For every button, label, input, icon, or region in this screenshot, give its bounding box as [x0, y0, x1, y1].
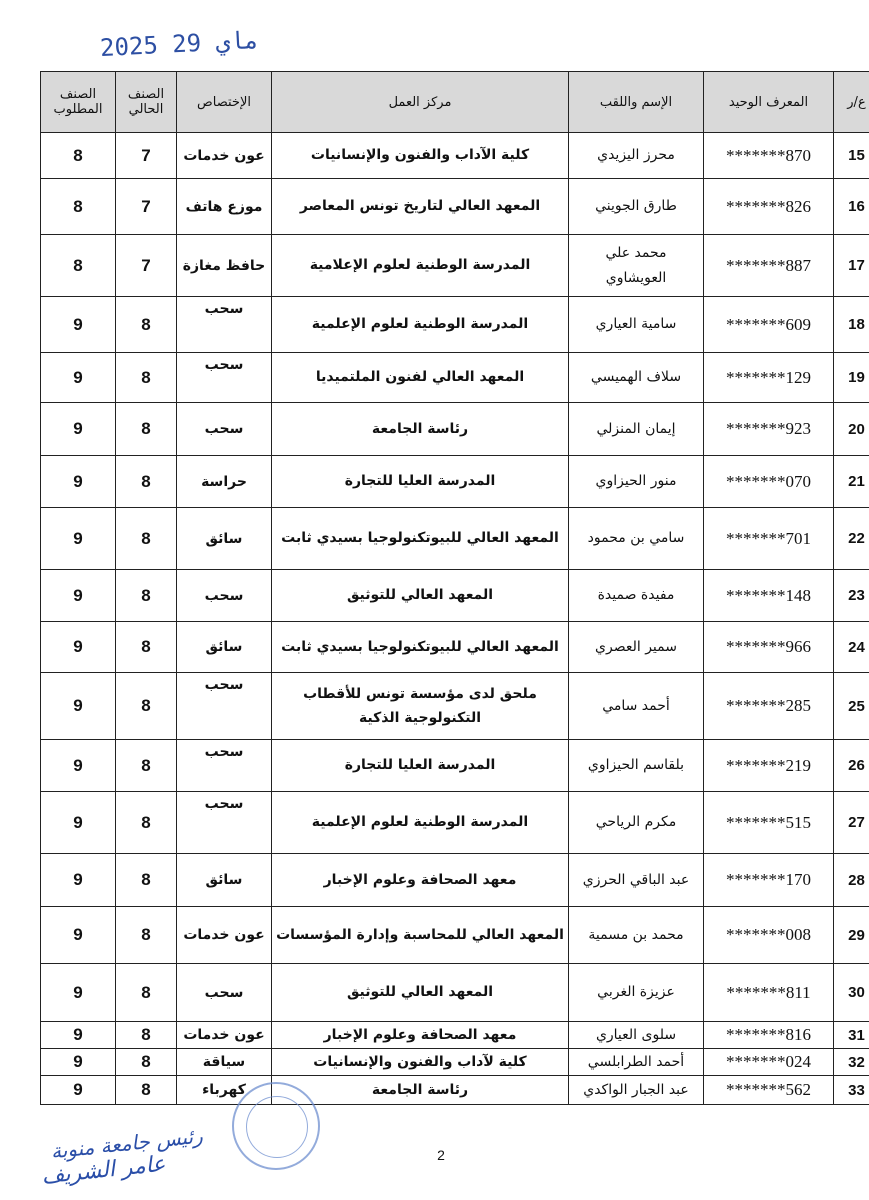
row-workplace: المعهد العالي لتاريخ تونس المعاصر: [272, 179, 569, 235]
row-requested-grade: 9: [41, 297, 116, 353]
row-name: طارق الجويني: [569, 179, 704, 235]
row-name: محرز اليزيدي: [569, 133, 704, 179]
row-specialty: سحب: [177, 353, 272, 403]
row-index: 22: [834, 508, 869, 570]
row-requested-grade: 8: [41, 179, 116, 235]
row-specialty: موزع هاتف: [177, 179, 272, 235]
row-current-grade: 8: [116, 792, 177, 854]
header-name: الإسم واللقب: [569, 72, 704, 133]
row-workplace: كلية الآداب والفنون والإنسانيات: [272, 133, 569, 179]
table-row: [41, 673, 869, 740]
row-name: مكرم الرياحي: [569, 792, 704, 854]
row-workplace: المدرسة الوطنية لعلوم الإعلمية: [272, 792, 569, 854]
row-requested-grade: 9: [41, 907, 116, 964]
row-unique-id: *******515: [704, 792, 834, 854]
row-workplace: معهد الصحافة وعلوم الإخبار: [272, 854, 569, 907]
row-unique-id: *******219: [704, 740, 834, 792]
table-row: [41, 740, 869, 792]
header-unique-id: المعرف الوحيد: [704, 72, 834, 133]
row-index: 23: [834, 570, 869, 622]
row-workplace: ملحق لدى مؤسسة تونس للأقطاب التكنولوجية الذكية: [272, 673, 569, 740]
table-row: [41, 235, 869, 297]
row-unique-id: *******923: [704, 403, 834, 456]
row-name: أحمد سامي: [569, 673, 704, 740]
row-unique-id: *******170: [704, 854, 834, 907]
header-specialty: الإختصاص: [177, 72, 272, 133]
row-specialty: عون خدمات: [177, 907, 272, 964]
row-index: 24: [834, 622, 869, 673]
signature-title: رئيس جامعة منوبة: [49, 1123, 204, 1164]
personnel-table: [40, 71, 869, 1105]
row-name: سلاف الهميسي: [569, 353, 704, 403]
table-row: [41, 792, 869, 854]
row-current-grade: 8: [116, 740, 177, 792]
row-specialty: سحب: [177, 570, 272, 622]
table-row: [41, 1022, 869, 1049]
row-specialty: سائق: [177, 854, 272, 907]
table-row: [41, 570, 869, 622]
row-index: 30: [834, 964, 869, 1022]
row-index: 31: [834, 1022, 869, 1049]
row-current-grade: 8: [116, 508, 177, 570]
row-requested-grade: 9: [41, 508, 116, 570]
row-name: سامي بن محمود: [569, 508, 704, 570]
row-index: 16: [834, 179, 869, 235]
row-name: محمد بن مسمية: [569, 907, 704, 964]
row-specialty: كهرباء: [177, 1076, 272, 1105]
row-unique-id: *******966: [704, 622, 834, 673]
row-name: سمير العصري: [569, 622, 704, 673]
row-requested-grade: 9: [41, 740, 116, 792]
row-index: 18: [834, 297, 869, 353]
row-requested-grade: 9: [41, 353, 116, 403]
table-row: [41, 133, 869, 179]
header-current-grade: الصنف الحالي: [116, 72, 177, 133]
row-index: 32: [834, 1049, 869, 1076]
row-unique-id: *******008: [704, 907, 834, 964]
official-seal: [232, 1082, 320, 1170]
row-unique-id: *******285: [704, 673, 834, 740]
table-row: [41, 179, 869, 235]
row-current-grade: 8: [116, 570, 177, 622]
row-name: محمد علي العويشاوي: [569, 235, 704, 297]
row-specialty: عون خدمات: [177, 133, 272, 179]
row-requested-grade: 9: [41, 1076, 116, 1105]
header-workplace: مركز العمل: [272, 72, 569, 133]
handwritten-date-stamp: 2025 ماي 29: [99, 25, 260, 63]
row-current-grade: 8: [116, 456, 177, 508]
row-workplace: كلية لآداب والفنون والإنسانيات: [272, 1049, 569, 1076]
row-specialty: سحب: [177, 297, 272, 353]
row-current-grade: 8: [116, 854, 177, 907]
row-current-grade: 8: [116, 353, 177, 403]
row-specialty: سياقة: [177, 1049, 272, 1076]
row-workplace: المعهد العالي لفنون الملتميديا: [272, 353, 569, 403]
table-row: [41, 1049, 869, 1076]
signature-name: عامر الشريف: [40, 1151, 167, 1190]
header-index: ع/ر: [834, 72, 869, 133]
row-workplace: المعهد العالي للبيوتكنولوجيا بسيدي ثابت: [272, 508, 569, 570]
row-workplace: معهد الصحافة وعلوم الإخبار: [272, 1022, 569, 1049]
table-header-row: [41, 72, 869, 133]
row-name: أحمد الطرابلسي: [569, 1049, 704, 1076]
row-current-grade: 8: [116, 297, 177, 353]
row-name: سامية العياري: [569, 297, 704, 353]
row-index: 29: [834, 907, 869, 964]
row-unique-id: *******070: [704, 456, 834, 508]
row-requested-grade: 9: [41, 570, 116, 622]
row-unique-id: *******826: [704, 179, 834, 235]
table-row: [41, 403, 869, 456]
table-row: [41, 297, 869, 353]
row-current-grade: 8: [116, 964, 177, 1022]
page-number: 2: [437, 1147, 445, 1163]
row-unique-id: *******701: [704, 508, 834, 570]
row-workplace: المعهد العالي للبيوتكنولوجيا بسيدي ثابت: [272, 622, 569, 673]
row-current-grade: 7: [116, 133, 177, 179]
row-requested-grade: 9: [41, 964, 116, 1022]
table-row: [41, 964, 869, 1022]
table-row: [41, 1076, 869, 1105]
table-row: [41, 508, 869, 570]
row-workplace: المعهد العالي للمحاسبة وإدارة المؤسسات: [272, 907, 569, 964]
row-unique-id: *******816: [704, 1022, 834, 1049]
table-row: [41, 854, 869, 907]
row-requested-grade: 8: [41, 235, 116, 297]
row-requested-grade: 9: [41, 456, 116, 508]
row-current-grade: 8: [116, 907, 177, 964]
row-index: 27: [834, 792, 869, 854]
row-specialty: حراسة: [177, 456, 272, 508]
row-requested-grade: 9: [41, 854, 116, 907]
row-current-grade: 8: [116, 1022, 177, 1049]
row-current-grade: 8: [116, 622, 177, 673]
official-seal-inner-ring: [246, 1096, 308, 1158]
row-current-grade: 8: [116, 673, 177, 740]
row-unique-id: *******609: [704, 297, 834, 353]
row-name: منور الحيزاوي: [569, 456, 704, 508]
row-workplace: رئاسة الجامعة: [272, 1076, 569, 1105]
row-index: 20: [834, 403, 869, 456]
row-index: 15: [834, 133, 869, 179]
row-current-grade: 7: [116, 179, 177, 235]
row-specialty: سحب: [177, 403, 272, 456]
row-unique-id: *******562: [704, 1076, 834, 1105]
row-current-grade: 8: [116, 403, 177, 456]
row-current-grade: 8: [116, 1049, 177, 1076]
row-workplace: المدرسة العليا للتجارة: [272, 740, 569, 792]
table-row: [41, 907, 869, 964]
row-specialty: عون خدمات: [177, 1022, 272, 1049]
signature-block: [38, 1124, 206, 1190]
row-name: عزيزة الغربي: [569, 964, 704, 1022]
row-name: سلوى العياري: [569, 1022, 704, 1049]
row-workplace: المدرسة العليا للتجارة: [272, 456, 569, 508]
row-current-grade: 8: [116, 1076, 177, 1105]
row-index: 25: [834, 673, 869, 740]
row-requested-grade: 8: [41, 133, 116, 179]
row-requested-grade: 9: [41, 622, 116, 673]
row-name: إيمان المنزلي: [569, 403, 704, 456]
row-specialty: حافظ مغازة: [177, 235, 272, 297]
row-workplace: المعهد العالي للتوثيق: [272, 570, 569, 622]
row-name: عبد الجبار الواكدي: [569, 1076, 704, 1105]
row-unique-id: *******887: [704, 235, 834, 297]
row-unique-id: *******129: [704, 353, 834, 403]
row-current-grade: 7: [116, 235, 177, 297]
row-name: بلقاسم الحيزاوي: [569, 740, 704, 792]
row-specialty: سائق: [177, 508, 272, 570]
row-unique-id: *******024: [704, 1049, 834, 1076]
row-name: عبد الباقي الحرزي: [569, 854, 704, 907]
header-requested-grade: الصنف المطلوب: [41, 72, 116, 133]
row-workplace: المدرسة الوطنية لعلوم الإعلامية: [272, 235, 569, 297]
table-row: [41, 622, 869, 673]
row-unique-id: *******811: [704, 964, 834, 1022]
row-requested-grade: 9: [41, 673, 116, 740]
row-unique-id: *******148: [704, 570, 834, 622]
row-workplace: رئاسة الجامعة: [272, 403, 569, 456]
table-row: [41, 456, 869, 508]
row-requested-grade: 9: [41, 1022, 116, 1049]
row-index: 17: [834, 235, 869, 297]
table-row: [41, 353, 869, 403]
row-requested-grade: 9: [41, 792, 116, 854]
row-index: 26: [834, 740, 869, 792]
row-specialty: سحب: [177, 673, 272, 740]
row-specialty: سحب: [177, 792, 272, 854]
row-workplace: المدرسة الوطنية لعلوم الإعلمية: [272, 297, 569, 353]
row-name: مفيدة صميدة: [569, 570, 704, 622]
row-requested-grade: 9: [41, 403, 116, 456]
row-specialty: سائق: [177, 622, 272, 673]
row-index: 33: [834, 1076, 869, 1105]
row-unique-id: *******870: [704, 133, 834, 179]
row-specialty: سحب: [177, 964, 272, 1022]
row-index: 28: [834, 854, 869, 907]
row-index: 19: [834, 353, 869, 403]
row-specialty: سحب: [177, 740, 272, 792]
row-workplace: المعهد العالي للتوثيق: [272, 964, 569, 1022]
row-index: 21: [834, 456, 869, 508]
row-requested-grade: 9: [41, 1049, 116, 1076]
